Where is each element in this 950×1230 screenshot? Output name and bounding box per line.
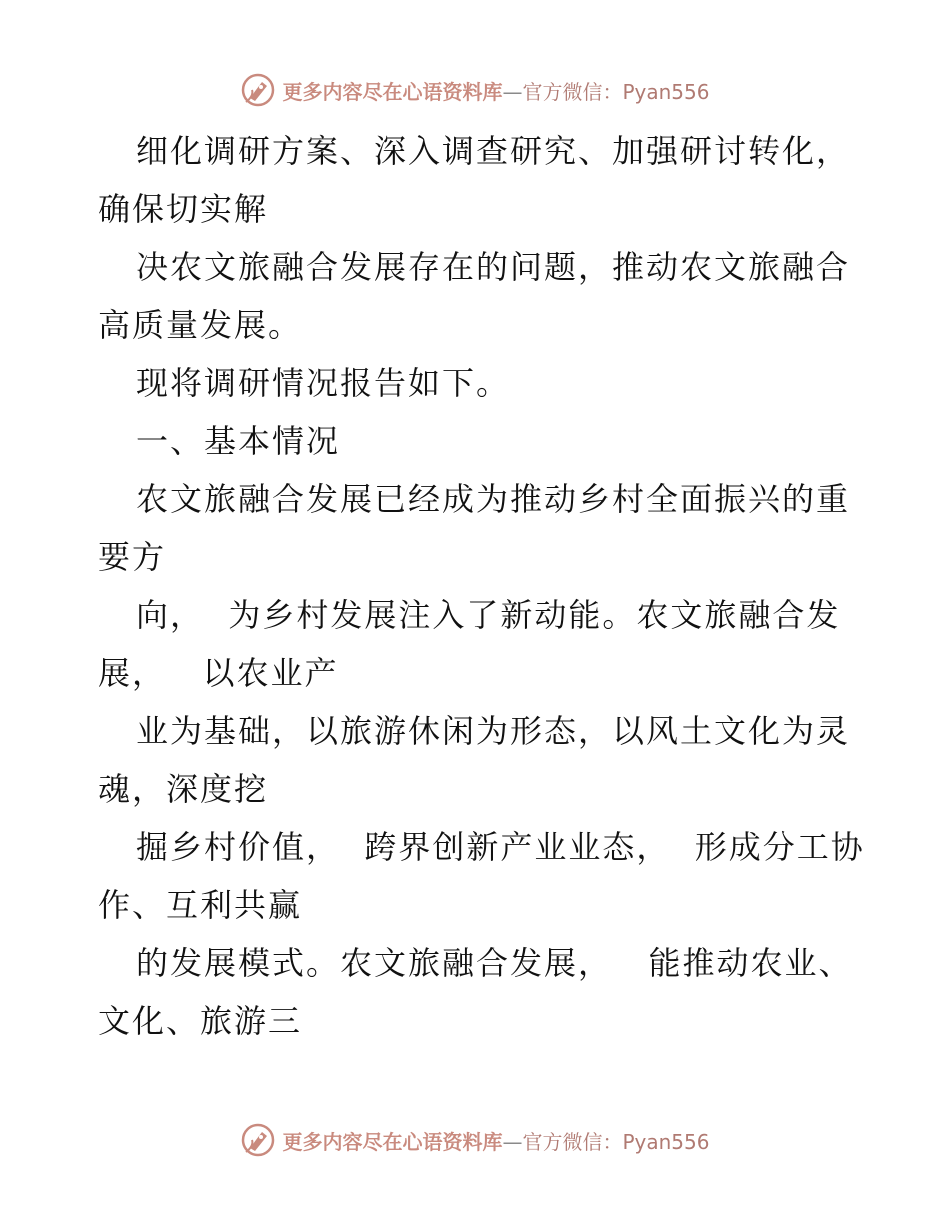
paragraph-line: 文化、旅游三 bbox=[98, 1002, 303, 1040]
footer-text bbox=[282, 1126, 709, 1155]
footer-banner bbox=[0, 1118, 950, 1162]
paragraph-line: 魂，深度挖 bbox=[98, 770, 269, 808]
paragraph-line: 确保切实解 bbox=[98, 190, 269, 228]
paragraph-line: 高质量发展。 bbox=[98, 306, 303, 344]
wechat-contact: 官方微信：Pyan556 bbox=[522, 79, 710, 104]
pen-nib-logo-icon bbox=[240, 72, 276, 108]
paragraph-line: 细化调研方案、深入调查研究、加强研讨转化， bbox=[136, 132, 851, 170]
site-name: 更多内容尽在心语资料库 bbox=[282, 79, 503, 104]
section-heading: 一、基本情况 bbox=[136, 422, 341, 460]
paragraph-line: 作、互利共赢 bbox=[98, 886, 303, 924]
wechat-contact: 官方微信：Pyan556 bbox=[522, 1129, 710, 1154]
paragraph-line: 掘乡村价值， 跨界创新产业业态， 形成分工协 bbox=[136, 828, 865, 866]
paragraph-line: 的发展模式。农文旅融合发展， 能推动农业、 bbox=[136, 944, 853, 982]
paragraph-line: 业为基础，以旅游休闲为形态，以风土文化为灵 bbox=[136, 712, 851, 750]
paragraph-line: 决农文旅融合发展存在的问题，推动农文旅融合 bbox=[136, 248, 851, 286]
separator: — bbox=[502, 79, 523, 104]
paragraph-line: 农文旅融合发展已经成为推动乡村全面振兴的重 bbox=[136, 480, 851, 518]
pen-nib-logo-icon bbox=[240, 1122, 276, 1158]
site-name: 更多内容尽在心语资料库 bbox=[282, 1129, 503, 1154]
header-banner bbox=[0, 68, 950, 112]
paragraph-line: 展， 以农业产 bbox=[98, 654, 339, 692]
header-text bbox=[282, 76, 709, 105]
paragraph-line: 向， 为乡村发展注入了新动能。农文旅融合发 bbox=[136, 596, 841, 634]
separator: — bbox=[502, 1129, 523, 1154]
paragraph-line: 现将调研情况报告如下。 bbox=[136, 364, 511, 402]
paragraph-line: 要方 bbox=[98, 538, 167, 576]
document-body bbox=[98, 122, 865, 1050]
